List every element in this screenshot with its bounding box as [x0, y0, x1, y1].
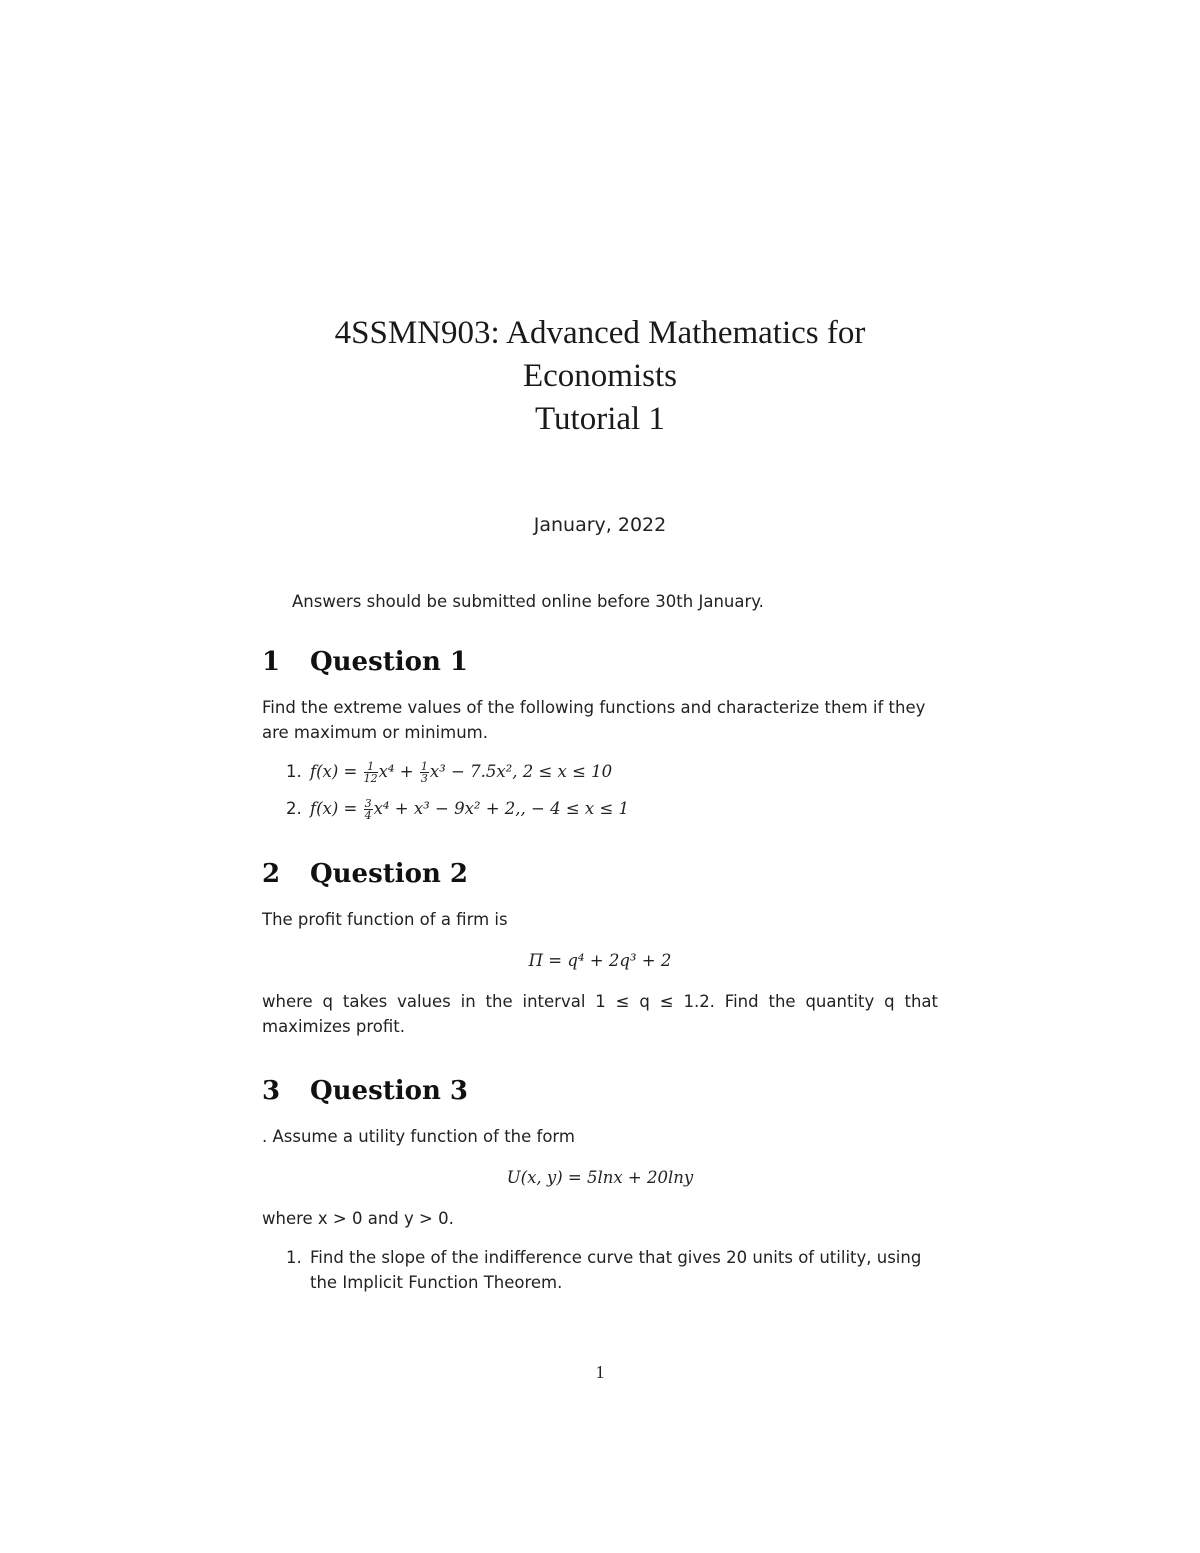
fraction: [364, 761, 378, 784]
fraction: [420, 761, 429, 784]
list-item: [286, 759, 938, 784]
subquestion-text: Find the slope of the indifference curve that gives 20 units of utility, using the Implicit Function Theorem.: [310, 1248, 922, 1292]
numerator: 1: [420, 760, 428, 773]
section-title: Question 1: [310, 647, 469, 677]
title-line-1: 4SSMN903: Advanced Mathematics for: [334, 315, 866, 351]
function-expression: [310, 796, 938, 821]
fraction: [364, 798, 373, 821]
question-text: The profit function of a firm is: [262, 910, 508, 929]
document-date: January, 2022: [533, 514, 667, 536]
denominator: 12: [363, 772, 378, 785]
expr-rest: x⁴ + x³ − 9x² + 2,, − 4 ≤ x ≤ 1: [373, 799, 630, 818]
section-title: Question 2: [310, 859, 469, 889]
section-heading: [262, 645, 938, 679]
list-item: [286, 1245, 938, 1295]
section-question-1: [262, 645, 938, 833]
function-list: [262, 759, 938, 821]
section-heading: [262, 857, 938, 891]
list-item: [286, 796, 938, 821]
expr-lhs: f(x) =: [310, 762, 363, 781]
numerator: 1: [364, 761, 378, 773]
expr-rest: x³ − 7.5x², 2 ≤ x ≤ 10: [429, 762, 613, 781]
title-line-3: Tutorial 1: [535, 401, 665, 437]
profit-equation: Π = q⁴ + 2q³ + 2: [528, 951, 672, 970]
expr-lhs: f(x) =: [310, 799, 363, 818]
section-question-3: [262, 1074, 938, 1307]
question-text: . Assume a utility function of the form: [262, 1127, 576, 1146]
section-title: Question 3: [310, 1076, 469, 1106]
numerator: 3: [364, 797, 372, 810]
item-number: 1.: [286, 1248, 302, 1267]
page-number: 1: [595, 1362, 605, 1382]
submission-note: Answers should be submitted online before 30th January.: [292, 592, 764, 611]
question-text: Find the extreme values of the following functions and characterize them if they are maximum or minimum.: [262, 698, 926, 742]
expr-mid: x⁴ +: [378, 762, 419, 781]
function-expression: [310, 759, 938, 784]
denominator: 3: [420, 772, 428, 785]
section-heading: [262, 1074, 938, 1108]
question-text-continued: where x > 0 and y > 0.: [262, 1209, 454, 1228]
subquestion-list: [262, 1245, 938, 1295]
utility-equation: U(x, y) = 5lnx + 20lny: [506, 1168, 694, 1187]
section-number: 2: [262, 859, 281, 889]
item-number: 1.: [286, 762, 302, 781]
section-number: 3: [262, 1076, 281, 1106]
section-question-2: [262, 857, 938, 1039]
denominator: 4: [364, 809, 372, 822]
section-number: 1: [262, 647, 281, 677]
document-title: [0, 312, 1200, 441]
question-text-continued: where q takes values in the interval 1 ≤ q ≤ 1.2. Find the quantity q that maximizes profit.: [262, 992, 938, 1036]
title-line-2: Economists: [523, 358, 677, 394]
item-number: 2.: [286, 799, 302, 818]
